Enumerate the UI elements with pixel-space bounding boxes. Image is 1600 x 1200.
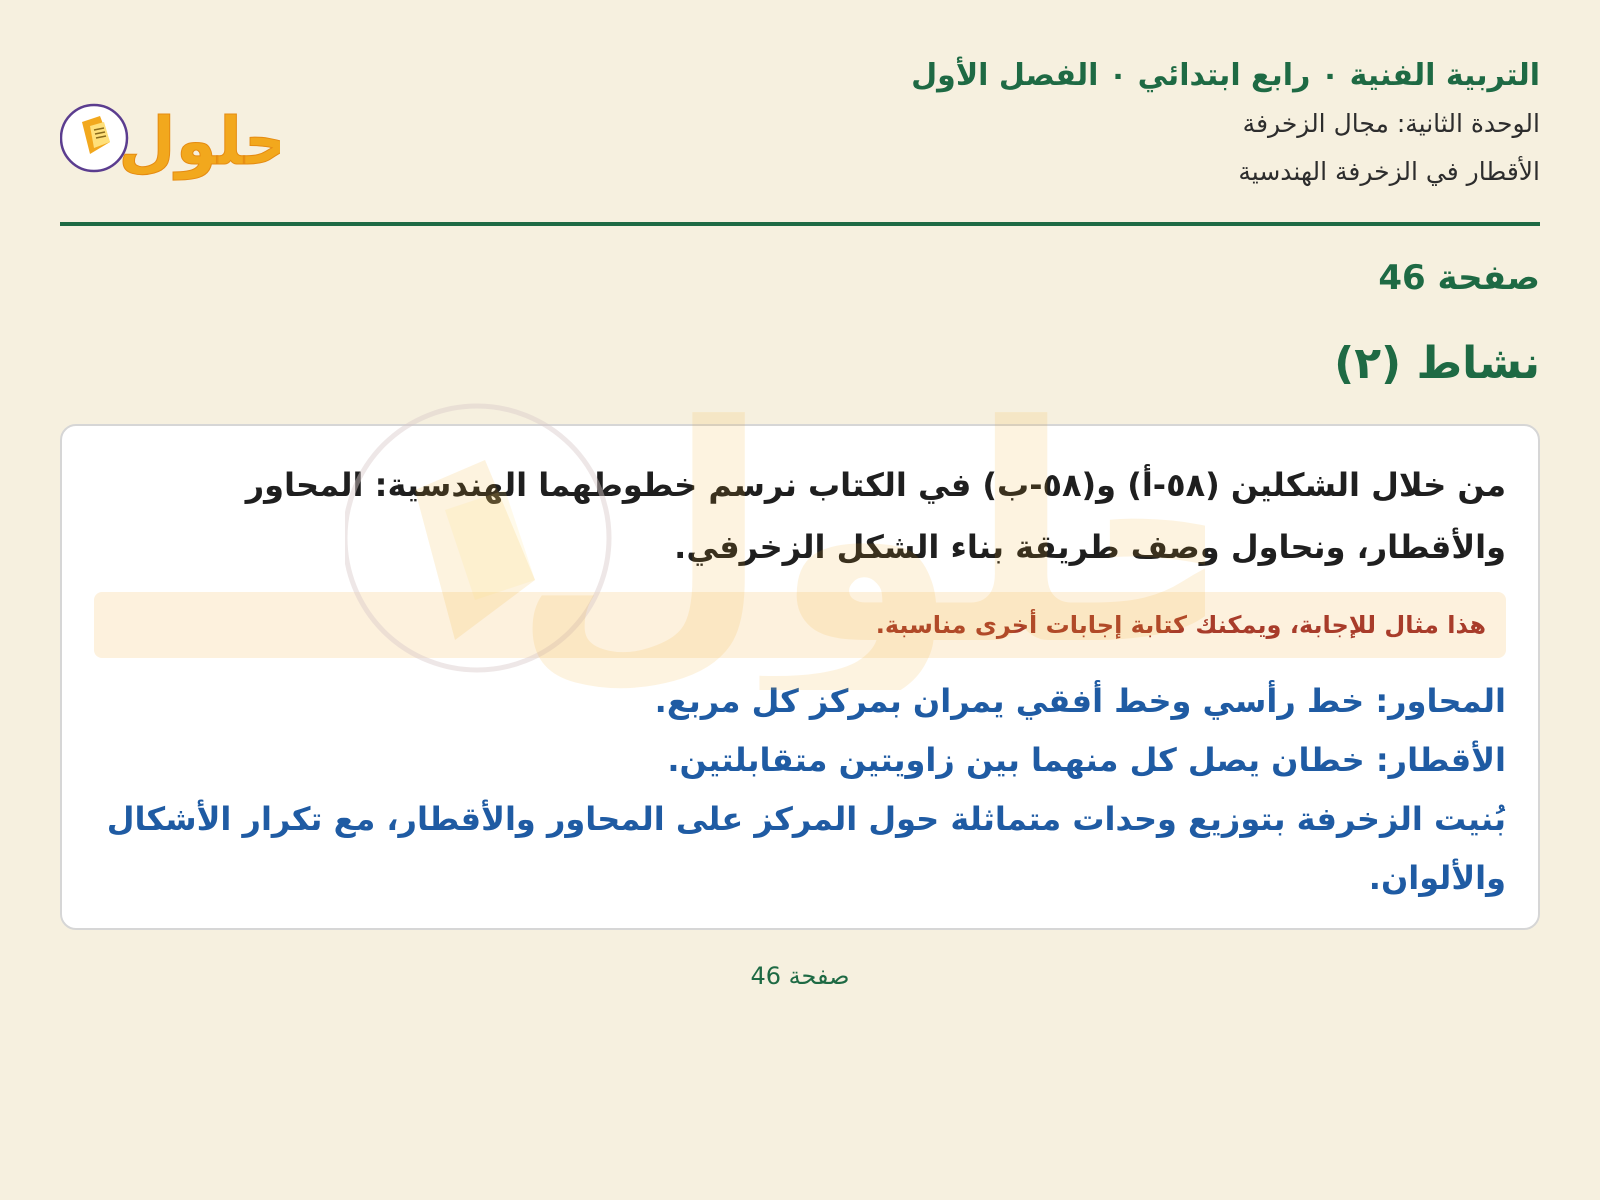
lesson-line: الأقطار في الزخرفة الهندسية bbox=[1238, 157, 1540, 186]
logo-icon bbox=[60, 92, 280, 182]
page-label: صفحة 46 bbox=[1378, 258, 1540, 298]
answers bbox=[94, 672, 1506, 908]
activity-card bbox=[60, 424, 1540, 930]
answer-construction: بُنيت الزخرفة بتوزيع وحدات متماثلة حول المركز على المحاور والأقطار، مع تكرار الأشكال والألوان. bbox=[106, 800, 1506, 897]
unit-line: الوحدة الثانية: مجال الزخرفة bbox=[1242, 109, 1540, 138]
footer-page-number: صفحة 46 bbox=[750, 962, 850, 990]
question-text: من خلال الشكلين (٥٨-أ) و(٥٨-ب) في الكتاب نرسم خطوطهما الهندسية: المحاور والأقطار، ونحاول وصف طريقة بناء الشكل الزخرفي. bbox=[245, 466, 1506, 566]
header bbox=[60, 52, 1540, 226]
header-text bbox=[911, 52, 1540, 196]
logo-text: حلول bbox=[118, 103, 280, 180]
logo bbox=[60, 92, 280, 182]
answer-axes: المحاور: خط رأسي وخط أفقي يمران بمركز كل مربع. bbox=[654, 682, 1506, 720]
activity-title: نشاط (٢) bbox=[1334, 338, 1540, 389]
answer-diagonals: الأقطار: خطان يصل كل منهما بين زاويتين متقابلتين. bbox=[667, 741, 1506, 779]
answer-note: هذا مثال للإجابة، ويمكنك كتابة إجابات أخرى مناسبة. bbox=[94, 592, 1506, 658]
subject-title: التربية الفنية ٠ رابع ابتدائي ٠ الفصل الأول bbox=[911, 58, 1540, 93]
